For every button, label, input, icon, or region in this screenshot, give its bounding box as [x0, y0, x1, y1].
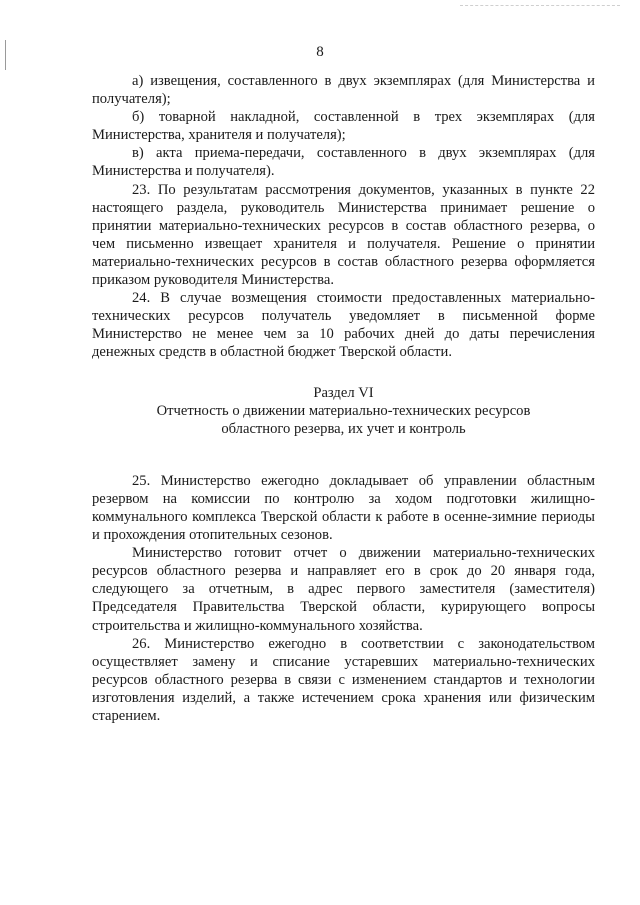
document-body [92, 72, 595, 725]
paragraph-clause-26: 26. Министерство ежегодно в соответствии с законодательством осуществляет замену и списание устаревших материально-технических ресурсов областного резерва в связи с изменением стандартов и технологии изготовления изделий, а также истечением срока хранения или физическим старением. [92, 635, 595, 724]
spacer [92, 362, 595, 384]
spacer [92, 438, 595, 472]
scan-artifact-top [460, 5, 620, 7]
paragraph-clause-25: 25. Министерство ежегодно докладывает об управлении областным резервом на комиссии по контролю за ходом подготовки жилищно-коммунального комплекса Тверской области к работе в осенне-зимние периоды и прохождения отопительных сезонов. [92, 472, 595, 544]
paragraph-clause-23: 23. По результатам рассмотрения документов, указанных в пункте 22 настоящего раздела, руководитель Министерства принимает решение о принятии материально-технических ресурсов в состав областного резерва, о чем письменно извещает хранителя и получателя. Решение о принятии материально-технических ресурсов в состав областного резерва оформляется приказом руководителя Министерства. [92, 181, 595, 289]
page-number: 8 [316, 44, 324, 60]
paragraph-item-b: б) товарной накладной, составленной в трех экземплярах (для Министерства, хранителя и получателя); [92, 109, 595, 144]
paragraph-clause-24: 24. В случае возмещения стоимости предоставленных материально-технических ресурсов получатель уведомляет в письменной форме Министерство не менее чем за 10 рабочих дней до даты перечисления денежных средств в областной бюджет Тверской области. [92, 290, 595, 361]
paragraph-item-a: а) извещения, составленного в двух экземплярах (для Министерства и получателя); [92, 73, 595, 108]
section-subtitle-line-2: областного резерва, их учет и контроль [221, 420, 466, 437]
section-subtitle-line-1: Отчетность о движении материально-технических ресурсов [156, 402, 531, 419]
section-title: Раздел VI [313, 384, 374, 401]
paragraph-item-c: в) акта приема-передачи, составленного в двух экземплярах (для Министерства и получателя). [92, 145, 595, 180]
paragraph-report: Министерство готовит отчет о движении материально-технических ресурсов областного резерва и направляет его в срок до 20 января года, следующего за отчетным, в адрес первого заместителя (заместителя) Председателя Правительства Тверской области, курирующего вопросы строительства и жилищно-коммунального хозяйства. [92, 545, 595, 634]
